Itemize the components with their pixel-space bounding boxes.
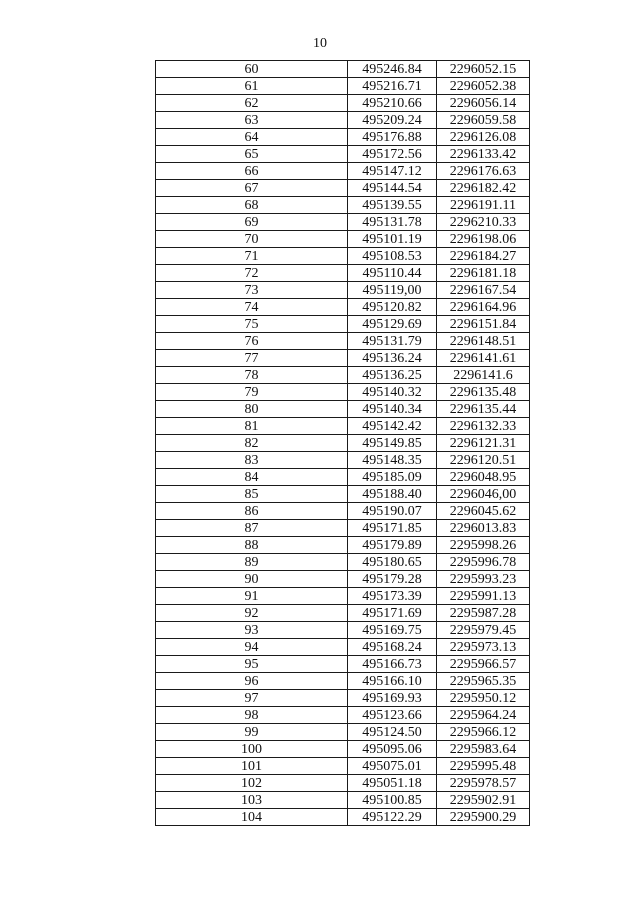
point-number-cell: 61 [156,78,348,95]
point-number-cell: 68 [156,197,348,214]
x-coordinate-cell: 495171.85 [348,520,437,537]
table-row [156,588,530,605]
point-number-cell: 60 [156,61,348,78]
y-coordinate-cell: 2296045.62 [437,503,530,520]
table-row [156,248,530,265]
x-coordinate-cell: 495140.32 [348,384,437,401]
table-row [156,639,530,656]
point-number-cell: 89 [156,554,348,571]
y-coordinate-cell: 2296182.42 [437,180,530,197]
point-number-cell: 85 [156,486,348,503]
point-number-cell: 81 [156,418,348,435]
x-coordinate-cell: 495120.82 [348,299,437,316]
y-coordinate-cell: 2295995.48 [437,758,530,775]
x-coordinate-cell: 495171.69 [348,605,437,622]
x-coordinate-cell: 495180.65 [348,554,437,571]
x-coordinate-cell: 495246.84 [348,61,437,78]
y-coordinate-cell: 2295965.35 [437,673,530,690]
y-coordinate-cell: 2296046,00 [437,486,530,503]
point-number-cell: 69 [156,214,348,231]
table-row [156,316,530,333]
point-number-cell: 76 [156,333,348,350]
point-number-cell: 83 [156,452,348,469]
point-number-cell: 71 [156,248,348,265]
table-row [156,112,530,129]
y-coordinate-cell: 2296184.27 [437,248,530,265]
y-coordinate-cell: 2296120.51 [437,452,530,469]
x-coordinate-cell: 495209.24 [348,112,437,129]
y-coordinate-cell: 2296056.14 [437,95,530,112]
y-coordinate-cell: 2296052.15 [437,61,530,78]
table-row [156,214,530,231]
x-coordinate-cell: 495110.44 [348,265,437,282]
x-coordinate-cell: 495166.73 [348,656,437,673]
point-number-cell: 75 [156,316,348,333]
y-coordinate-cell: 2295987.28 [437,605,530,622]
table-row [156,520,530,537]
x-coordinate-cell: 495168.24 [348,639,437,656]
x-coordinate-cell: 495139.55 [348,197,437,214]
y-coordinate-cell: 2295964.24 [437,707,530,724]
y-coordinate-cell: 2296167.54 [437,282,530,299]
x-coordinate-cell: 495100.85 [348,792,437,809]
y-coordinate-cell: 2295900.29 [437,809,530,826]
x-coordinate-cell: 495188.40 [348,486,437,503]
x-coordinate-cell: 495144.54 [348,180,437,197]
y-coordinate-cell: 2295983.64 [437,741,530,758]
point-number-cell: 98 [156,707,348,724]
table-row [156,724,530,741]
y-coordinate-cell: 2295991.13 [437,588,530,605]
x-coordinate-cell: 495131.78 [348,214,437,231]
y-coordinate-cell: 2296132.33 [437,418,530,435]
x-coordinate-cell: 495185.09 [348,469,437,486]
y-coordinate-cell: 2295978.57 [437,775,530,792]
table-row [156,571,530,588]
y-coordinate-cell: 2296151.84 [437,316,530,333]
y-coordinate-cell: 2296198.06 [437,231,530,248]
page-number: 10 [313,36,327,51]
x-coordinate-cell: 495216.71 [348,78,437,95]
table-row [156,129,530,146]
x-coordinate-cell: 495101.19 [348,231,437,248]
x-coordinate-cell: 495149.85 [348,435,437,452]
x-coordinate-cell: 495148.35 [348,452,437,469]
table-row [156,486,530,503]
x-coordinate-cell: 495172.56 [348,146,437,163]
x-coordinate-cell: 495142.42 [348,418,437,435]
y-coordinate-cell: 2295998.26 [437,537,530,554]
y-coordinate-cell: 2295973.13 [437,639,530,656]
x-coordinate-cell: 495108.53 [348,248,437,265]
table-row [156,435,530,452]
table-row [156,61,530,78]
y-coordinate-cell: 2296048.95 [437,469,530,486]
table-row [156,350,530,367]
point-number-cell: 65 [156,146,348,163]
table-row [156,282,530,299]
table-row [156,265,530,282]
point-number-cell: 86 [156,503,348,520]
point-number-cell: 72 [156,265,348,282]
y-coordinate-cell: 2296141.6 [437,367,530,384]
y-coordinate-cell: 2296176.63 [437,163,530,180]
y-coordinate-cell: 2296141.61 [437,350,530,367]
y-coordinate-cell: 2295902.91 [437,792,530,809]
y-coordinate-cell: 2296181.18 [437,265,530,282]
y-coordinate-cell: 2296133.42 [437,146,530,163]
x-coordinate-cell: 495136.25 [348,367,437,384]
y-coordinate-cell: 2296059.58 [437,112,530,129]
table-row [156,809,530,826]
point-number-cell: 100 [156,741,348,758]
point-number-cell: 97 [156,690,348,707]
y-coordinate-cell: 2295966.57 [437,656,530,673]
coordinates-table-body [156,61,530,826]
point-number-cell: 82 [156,435,348,452]
point-number-cell: 70 [156,231,348,248]
y-coordinate-cell: 2296191.11 [437,197,530,214]
point-number-cell: 66 [156,163,348,180]
x-coordinate-cell: 495190.07 [348,503,437,520]
x-coordinate-cell: 495095.06 [348,741,437,758]
table-row [156,418,530,435]
x-coordinate-cell: 495075.01 [348,758,437,775]
x-coordinate-cell: 495129.69 [348,316,437,333]
x-coordinate-cell: 495169.93 [348,690,437,707]
y-coordinate-cell: 2295996.78 [437,554,530,571]
table-row [156,554,530,571]
table-row [156,452,530,469]
table-row [156,792,530,809]
table-row [156,690,530,707]
x-coordinate-cell: 495210.66 [348,95,437,112]
table-row [156,95,530,112]
table-row [156,146,530,163]
point-number-cell: 94 [156,639,348,656]
x-coordinate-cell: 495173.39 [348,588,437,605]
table-row [156,180,530,197]
x-coordinate-cell: 495176.88 [348,129,437,146]
y-coordinate-cell: 2296164.96 [437,299,530,316]
point-number-cell: 92 [156,605,348,622]
table-row [156,673,530,690]
x-coordinate-cell: 495179.28 [348,571,437,588]
x-coordinate-cell: 495147.12 [348,163,437,180]
table-row [156,707,530,724]
y-coordinate-cell: 2296210.33 [437,214,530,231]
table-row [156,775,530,792]
point-number-cell: 78 [156,367,348,384]
point-number-cell: 84 [156,469,348,486]
point-number-cell: 93 [156,622,348,639]
x-coordinate-cell: 495136.24 [348,350,437,367]
table-row [156,163,530,180]
point-number-cell: 101 [156,758,348,775]
table-row [156,197,530,214]
point-number-cell: 73 [156,282,348,299]
table-row [156,656,530,673]
point-number-cell: 91 [156,588,348,605]
point-number-cell: 64 [156,129,348,146]
point-number-cell: 102 [156,775,348,792]
y-coordinate-cell: 2296052.38 [437,78,530,95]
point-number-cell: 63 [156,112,348,129]
y-coordinate-cell: 2296148.51 [437,333,530,350]
table-row [156,605,530,622]
x-coordinate-cell: 495119,00 [348,282,437,299]
table-row [156,741,530,758]
table-row [156,469,530,486]
table-row [156,622,530,639]
y-coordinate-cell: 2295950.12 [437,690,530,707]
point-number-cell: 103 [156,792,348,809]
x-coordinate-cell: 495051.18 [348,775,437,792]
y-coordinate-cell: 2295993.23 [437,571,530,588]
point-number-cell: 87 [156,520,348,537]
y-coordinate-cell: 2296121.31 [437,435,530,452]
x-coordinate-cell: 495140.34 [348,401,437,418]
table-row [156,78,530,95]
table-row [156,231,530,248]
coordinates-table [155,60,530,826]
table-row [156,384,530,401]
table-row [156,503,530,520]
point-number-cell: 77 [156,350,348,367]
x-coordinate-cell: 495179.89 [348,537,437,554]
x-coordinate-cell: 495166.10 [348,673,437,690]
x-coordinate-cell: 495124.50 [348,724,437,741]
point-number-cell: 88 [156,537,348,554]
y-coordinate-cell: 2296126.08 [437,129,530,146]
point-number-cell: 74 [156,299,348,316]
table-row [156,401,530,418]
point-number-cell: 90 [156,571,348,588]
point-number-cell: 80 [156,401,348,418]
point-number-cell: 96 [156,673,348,690]
table-row [156,537,530,554]
point-number-cell: 104 [156,809,348,826]
table-row [156,758,530,775]
point-number-cell: 99 [156,724,348,741]
point-number-cell: 67 [156,180,348,197]
y-coordinate-cell: 2295966.12 [437,724,530,741]
table-row [156,299,530,316]
point-number-cell: 79 [156,384,348,401]
y-coordinate-cell: 2296013.83 [437,520,530,537]
y-coordinate-cell: 2295979.45 [437,622,530,639]
y-coordinate-cell: 2296135.44 [437,401,530,418]
y-coordinate-cell: 2296135.48 [437,384,530,401]
table-row [156,333,530,350]
x-coordinate-cell: 495131.79 [348,333,437,350]
x-coordinate-cell: 495169.75 [348,622,437,639]
point-number-cell: 62 [156,95,348,112]
point-number-cell: 95 [156,656,348,673]
x-coordinate-cell: 495122.29 [348,809,437,826]
table-row [156,367,530,384]
x-coordinate-cell: 495123.66 [348,707,437,724]
